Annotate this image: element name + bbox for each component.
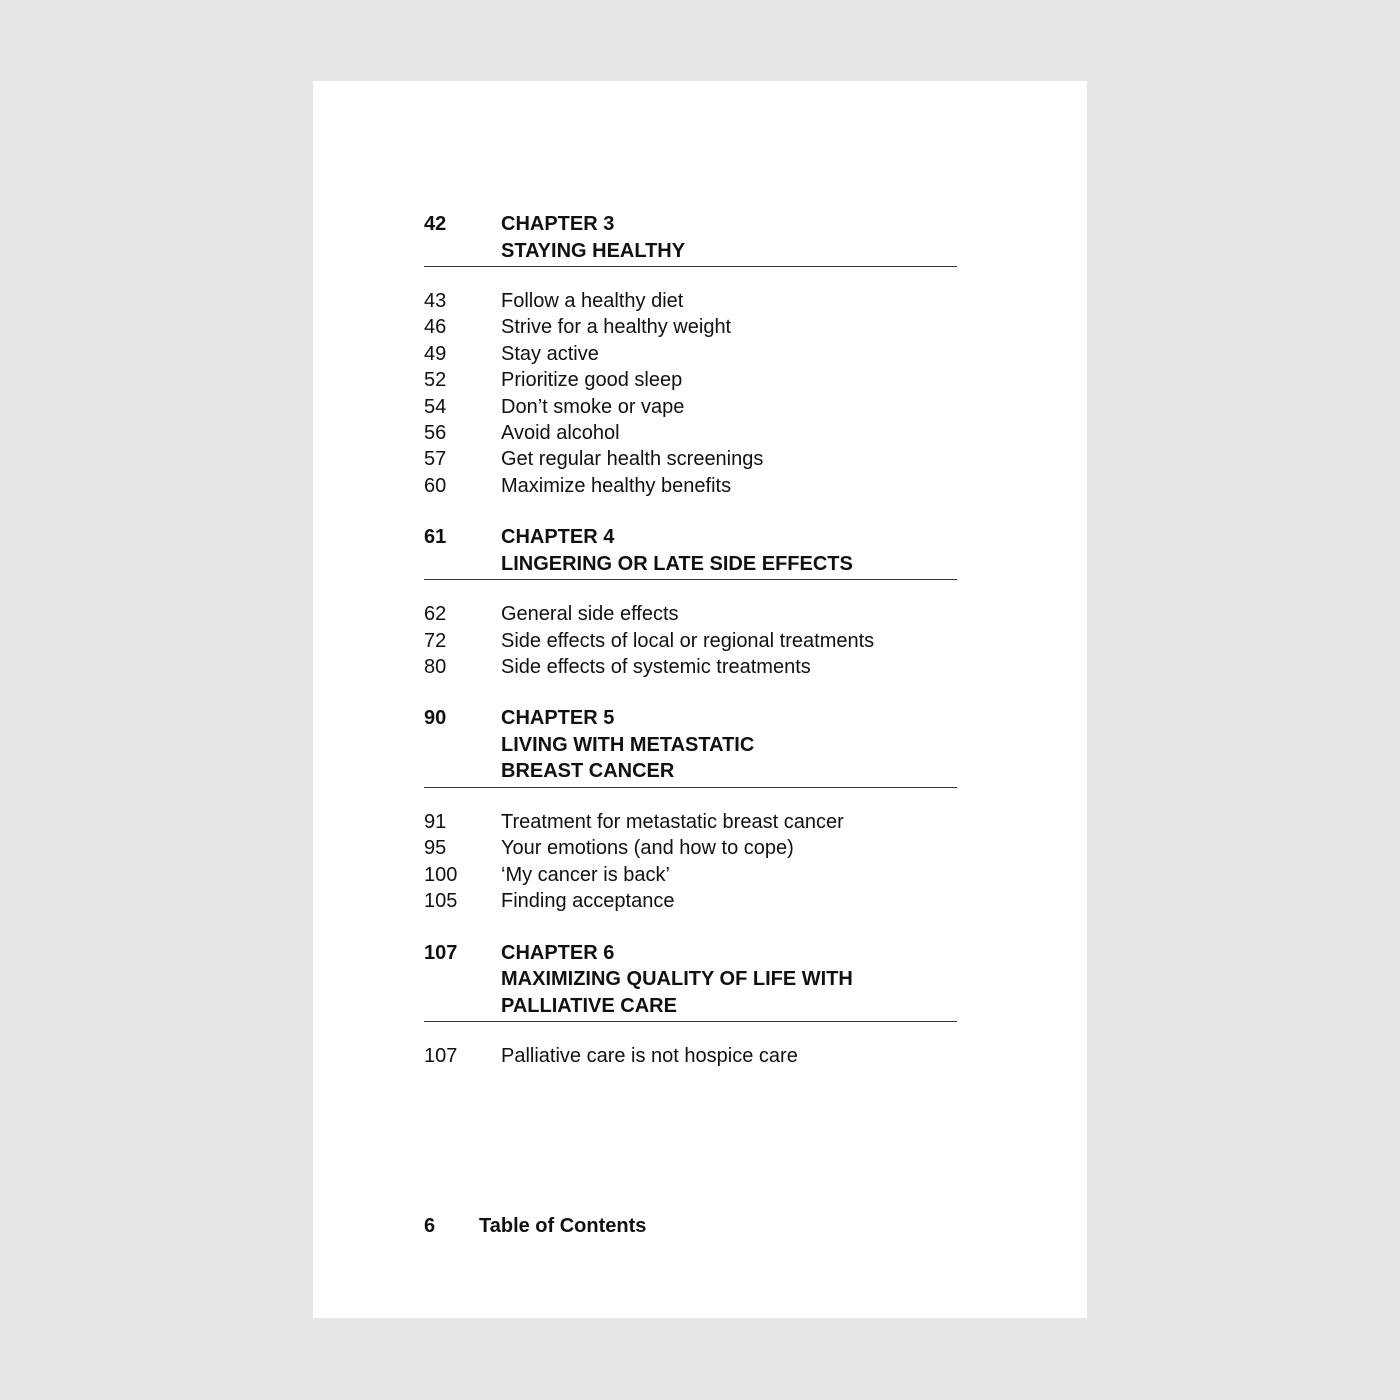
chapter-heading: [424, 211, 957, 267]
toc-entry: [424, 862, 957, 888]
entry-page-number: 54: [424, 395, 447, 418]
entry-page-number: 43: [424, 290, 447, 312]
chapter-entries: [424, 267, 957, 524]
entry-page-number: 95: [424, 837, 447, 860]
toc-entry: [424, 341, 957, 367]
entry-page-number: 49: [424, 342, 447, 365]
entry-page-number: 80: [424, 656, 447, 679]
chapter-page-number: 107: [424, 941, 458, 964]
chapter-titles: [501, 940, 853, 1020]
entry-title: Palliative care is not hospice care: [501, 1045, 798, 1068]
entry-page-number: 52: [424, 369, 447, 392]
chapter-title-line: PALLIATIVE CARE: [501, 994, 677, 1017]
chapter-title-line: BREAST CANCER: [501, 760, 675, 783]
entry-title: Stay active: [501, 342, 599, 365]
toc-entry: [424, 888, 957, 914]
entry-page-number: 107: [424, 1045, 458, 1068]
entry-title: Your emotions (and how to cope): [501, 837, 794, 860]
chapter-title-line: LIVING WITH METASTATIC: [501, 733, 755, 756]
chapter-page-number: 90: [424, 707, 447, 730]
toc-entry: [424, 420, 957, 446]
chapter-entries: [424, 788, 957, 940]
entry-page-number: 57: [424, 448, 447, 471]
toc-entry: [424, 809, 957, 835]
toc-entry: [424, 835, 957, 861]
entry-page-number: 91: [424, 810, 447, 833]
entry-title: Follow a healthy diet: [501, 290, 684, 312]
entry-title: ‘My cancer is back’: [501, 863, 670, 886]
toc-entry: [424, 628, 957, 654]
chapter-title-line: STAYING HEALTHY: [501, 239, 686, 262]
chapter-titles: [501, 705, 754, 785]
entry-title: Side effects of local or regional treatments: [501, 629, 875, 652]
toc-entry: [424, 314, 957, 340]
chapter-titles: [501, 211, 685, 264]
chapter-label: CHAPTER 6: [501, 941, 615, 964]
entry-page-number: 46: [424, 316, 447, 339]
entry-title: Don’t smoke or vape: [501, 395, 685, 418]
toc-entry: [424, 1043, 957, 1069]
footer-page-number: 6: [424, 1215, 436, 1237]
chapter-heading: [424, 524, 957, 580]
entry-page-number: 100: [424, 863, 458, 886]
entry-title: Strive for a healthy weight: [501, 316, 732, 339]
chapter-heading: [424, 940, 957, 1023]
chapter-titles: [501, 524, 853, 577]
entry-title: Get regular health screenings: [501, 448, 764, 471]
footer-section-title: Table of Contents: [479, 1215, 647, 1237]
chapter-label: CHAPTER 3: [501, 213, 615, 235]
entry-title: Finding acceptance: [501, 890, 675, 913]
toc-entry: [424, 601, 957, 627]
entry-page-number: 56: [424, 422, 447, 445]
chapter-entries: [424, 1022, 957, 1094]
chapter-page-number: 61: [424, 526, 447, 549]
entry-title: Side effects of systemic treatments: [501, 656, 811, 679]
chapter-label: CHAPTER 4: [501, 526, 615, 549]
entry-title: Treatment for metastatic breast cancer: [501, 810, 844, 833]
entry-page-number: 72: [424, 629, 447, 652]
entry-title: Maximize healthy benefits: [501, 474, 732, 497]
book-page: [313, 81, 1087, 1318]
table-of-contents: [424, 211, 957, 1095]
chapter-title-line: MAXIMIZING QUALITY OF LIFE WITH: [501, 968, 853, 991]
chapter-heading: [424, 705, 957, 788]
page-footer: [424, 1215, 646, 1238]
entry-page-number: 60: [424, 474, 447, 497]
toc-entry: [424, 288, 957, 314]
toc-entry: [424, 394, 957, 420]
entry-title: Prioritize good sleep: [501, 369, 683, 392]
chapter-entries: [424, 580, 957, 705]
toc-entry: [424, 367, 957, 393]
chapter-title-line: LINGERING OR LATE SIDE EFFECTS: [501, 552, 853, 575]
entry-page-number: 62: [424, 603, 447, 626]
toc-entry: [424, 446, 957, 472]
chapter-page-number: 42: [424, 213, 447, 235]
toc-entry: [424, 473, 957, 499]
entry-title: Avoid alcohol: [501, 422, 620, 445]
chapter-label: CHAPTER 5: [501, 707, 615, 730]
entry-title: General side effects: [501, 603, 679, 626]
toc-entry: [424, 654, 957, 680]
entry-page-number: 105: [424, 890, 458, 913]
